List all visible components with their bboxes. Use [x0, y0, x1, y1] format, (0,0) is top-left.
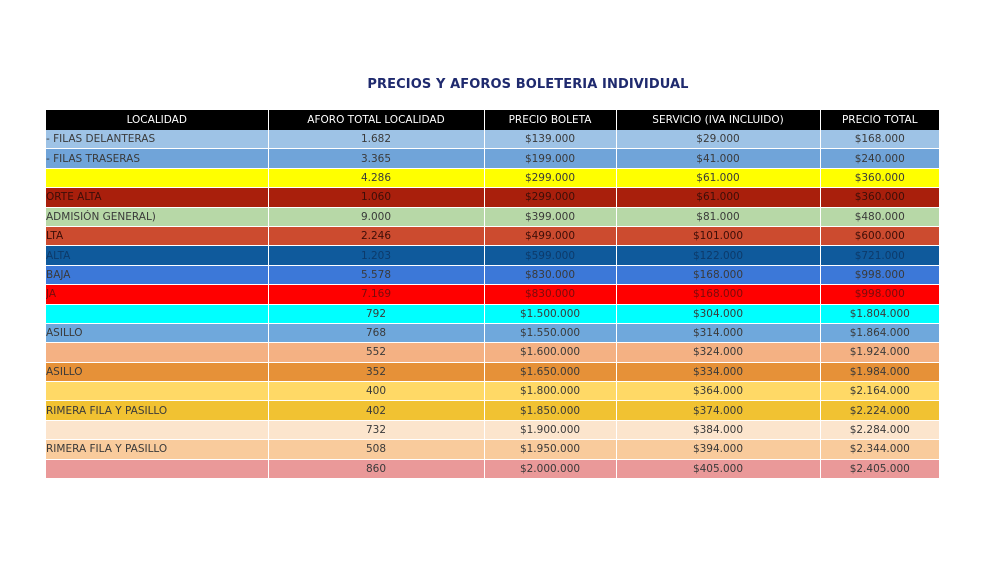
- cell-precio-boleta: $1.950.000: [484, 440, 616, 459]
- cell-precio-total: $2.284.000: [820, 420, 939, 439]
- table-row: [46, 440, 939, 459]
- cell-precio-total: $998.000: [820, 265, 939, 284]
- cell-precio-total: $721.000: [820, 246, 939, 265]
- cell-servicio: $41.000: [616, 149, 820, 168]
- table-header-row: [46, 110, 939, 130]
- cell-precio-total: $998.000: [820, 285, 939, 304]
- cell-precio-total: $168.000: [820, 130, 939, 149]
- cell-precio-total: $2.164.000: [820, 382, 939, 401]
- cell-precio-boleta: $830.000: [484, 285, 616, 304]
- cell-localidad: - FILAS DELANTERAS: [46, 130, 268, 149]
- cell-precio-total: $480.000: [820, 207, 939, 226]
- cell-aforo: 792: [268, 304, 484, 323]
- cell-servicio: $101.000: [616, 226, 820, 245]
- cell-localidad: ALTA: [46, 246, 268, 265]
- cell-servicio: $29.000: [616, 130, 820, 149]
- cell-aforo: 508: [268, 440, 484, 459]
- cell-servicio: $61.000: [616, 168, 820, 187]
- table-row: [46, 246, 939, 265]
- table-row: [46, 168, 939, 187]
- cell-precio-total: $240.000: [820, 149, 939, 168]
- table-row: [46, 382, 939, 401]
- cell-localidad: BAJA: [46, 265, 268, 284]
- table-row: [46, 226, 939, 245]
- header-aforo: AFORO TOTAL LOCALIDAD: [268, 110, 484, 130]
- header-precio-boleta: PRECIO BOLETA: [484, 110, 616, 130]
- cell-precio-boleta: $139.000: [484, 130, 616, 149]
- cell-servicio: $394.000: [616, 440, 820, 459]
- price-table: [46, 110, 939, 479]
- cell-precio-total: $360.000: [820, 168, 939, 187]
- header-servicio: SERVICIO (IVA INCLUIDO): [616, 110, 820, 130]
- cell-servicio: $122.000: [616, 246, 820, 265]
- cell-precio-boleta: $599.000: [484, 246, 616, 265]
- cell-precio-total: $1.984.000: [820, 362, 939, 381]
- cell-precio-total: $2.224.000: [820, 401, 939, 420]
- cell-servicio: $314.000: [616, 323, 820, 342]
- table-row: [46, 188, 939, 207]
- cell-aforo: 860: [268, 459, 484, 478]
- cell-precio-boleta: $199.000: [484, 149, 616, 168]
- cell-localidad: [46, 382, 268, 401]
- table-row: [46, 285, 939, 304]
- cell-aforo: 7.169: [268, 285, 484, 304]
- table-body: [46, 130, 939, 479]
- cell-aforo: 2.246: [268, 226, 484, 245]
- cell-servicio: $364.000: [616, 382, 820, 401]
- cell-aforo: 9.000: [268, 207, 484, 226]
- cell-precio-boleta: $399.000: [484, 207, 616, 226]
- cell-precio-boleta: $499.000: [484, 226, 616, 245]
- cell-precio-boleta: $830.000: [484, 265, 616, 284]
- cell-aforo: 552: [268, 343, 484, 362]
- cell-precio-boleta: $1.650.000: [484, 362, 616, 381]
- table-row: [46, 401, 939, 420]
- header-localidad: LOCALIDAD: [46, 110, 268, 130]
- table-row: [46, 130, 939, 149]
- cell-precio-total: $2.405.000: [820, 459, 939, 478]
- table-row: [46, 362, 939, 381]
- cell-servicio: $374.000: [616, 401, 820, 420]
- cell-precio-total: $360.000: [820, 188, 939, 207]
- cell-localidad: [46, 168, 268, 187]
- table-row: [46, 265, 939, 284]
- table-row: [46, 207, 939, 226]
- page-title: PRECIOS Y AFOROS BOLETERIA INDIVIDUAL: [367, 77, 689, 92]
- table-row: [46, 343, 939, 362]
- cell-precio-boleta: $299.000: [484, 188, 616, 207]
- cell-aforo: 1.060: [268, 188, 484, 207]
- cell-aforo: 768: [268, 323, 484, 342]
- cell-servicio: $324.000: [616, 343, 820, 362]
- cell-aforo: 5.578: [268, 265, 484, 284]
- cell-precio-total: $1.864.000: [820, 323, 939, 342]
- cell-aforo: 4.286: [268, 168, 484, 187]
- table-row: [46, 149, 939, 168]
- cell-localidad: - FILAS TRASERAS: [46, 149, 268, 168]
- cell-precio-boleta: $1.600.000: [484, 343, 616, 362]
- cell-aforo: 352: [268, 362, 484, 381]
- cell-localidad: LTA: [46, 226, 268, 245]
- cell-servicio: $405.000: [616, 459, 820, 478]
- cell-servicio: $334.000: [616, 362, 820, 381]
- table-row: [46, 420, 939, 439]
- cell-localidad: [46, 420, 268, 439]
- cell-precio-total: $1.804.000: [820, 304, 939, 323]
- cell-servicio: $61.000: [616, 188, 820, 207]
- cell-precio-total: $600.000: [820, 226, 939, 245]
- cell-localidad: JA: [46, 285, 268, 304]
- cell-localidad: [46, 343, 268, 362]
- cell-localidad: ASILLO: [46, 362, 268, 381]
- cell-localidad: ADMISIÓN GENERAL): [46, 207, 268, 226]
- cell-precio-boleta: $1.850.000: [484, 401, 616, 420]
- cell-localidad: [46, 304, 268, 323]
- table-row: [46, 304, 939, 323]
- cell-precio-boleta: $2.000.000: [484, 459, 616, 478]
- cell-localidad: ORTE ALTA: [46, 188, 268, 207]
- table-row: [46, 323, 939, 342]
- cell-servicio: $168.000: [616, 265, 820, 284]
- table-row: [46, 459, 939, 478]
- cell-servicio: $384.000: [616, 420, 820, 439]
- cell-localidad: RIMERA FILA Y PASILLO: [46, 440, 268, 459]
- cell-precio-boleta: $1.800.000: [484, 382, 616, 401]
- cell-aforo: 3.365: [268, 149, 484, 168]
- cell-localidad: ASILLO: [46, 323, 268, 342]
- cell-precio-boleta: $1.900.000: [484, 420, 616, 439]
- cell-precio-total: $1.924.000: [820, 343, 939, 362]
- cell-servicio: $168.000: [616, 285, 820, 304]
- cell-precio-boleta: $1.550.000: [484, 323, 616, 342]
- cell-precio-total: $2.344.000: [820, 440, 939, 459]
- cell-precio-boleta: $1.500.000: [484, 304, 616, 323]
- cell-aforo: 1.203: [268, 246, 484, 265]
- header-precio-total: PRECIO TOTAL: [820, 110, 939, 130]
- cell-localidad: RIMERA FILA Y PASILLO: [46, 401, 268, 420]
- cell-aforo: 402: [268, 401, 484, 420]
- cell-localidad: [46, 459, 268, 478]
- cell-servicio: $81.000: [616, 207, 820, 226]
- cell-aforo: 732: [268, 420, 484, 439]
- cell-servicio: $304.000: [616, 304, 820, 323]
- cell-aforo: 400: [268, 382, 484, 401]
- cell-precio-boleta: $299.000: [484, 168, 616, 187]
- cell-aforo: 1.682: [268, 130, 484, 149]
